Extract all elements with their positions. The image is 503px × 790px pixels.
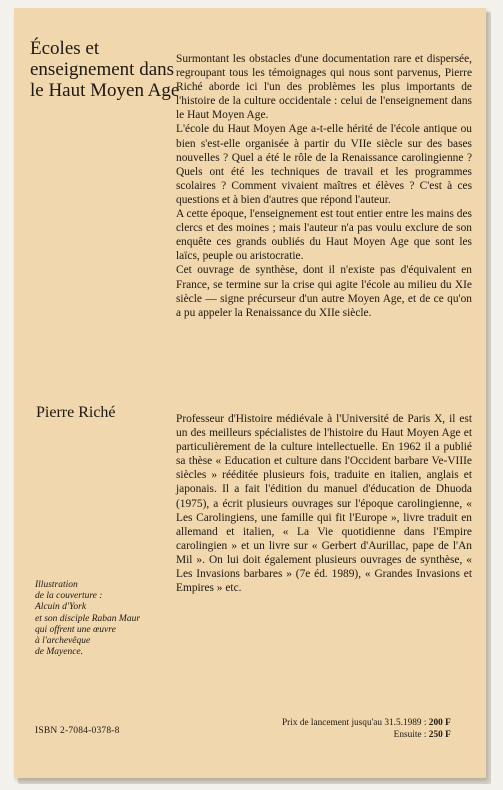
price-after — [282, 729, 451, 741]
price-after-label: Ensuite : — [393, 730, 427, 740]
bio-text: Professeur d'Histoire médiévale à l'Université de Paris X, il est un des meilleurs spécialistes de l'histoire du Haut Moyen Age et particulièrement de la culture intellectuelle. En 1962 il a publié sa thèse « Education et culture dans l'Occident barbare Ve-VIIIe siècles » rééditée plusieurs fois, traduite en italien, anglais et japonais. Il a fait l'édition du manuel d'éducation de Dhuoda (1975), a écrit plusieurs ouvrages sur l'époque carolingienne, « Les Carolingiens, une famille qui fit l'Europe », livre traduit en allemand et italien, « La Vie quotidienne dans l'Empire carolingien » et un livre sur « Gerbert d'Aurillac, pape de l'An Mil ». On lui doit également plusieurs ouvrages de synthèse, « Les Invasions barbares » (7e éd. 1989), « Grandes Invasions et Empires » etc. — [176, 413, 472, 595]
price-launch-label: Prix de lancement jusqu'au 31.5.1989 : — [282, 718, 427, 728]
price-launch — [282, 717, 451, 729]
price-block — [282, 717, 451, 741]
description-paragraph: Cet ouvrage de synthèse, dont il n'existe pas d'équivalent en France, se termine sur la crise qui agite l'école au milieu du XIe siècle — signe précurseur d'un autre Moyen Age, et de ce qu'on a pu appeler la Renaissance du XIIe siècle. — [176, 264, 472, 319]
price-launch-value: 200 F — [428, 718, 451, 728]
description-paragraph: L'école du Haut Moyen Age a-t-elle hérité de l'école antique ou bien s'est-elle organisée à partir du VIIe siècle sur des bases nouvelles ? Quel a été le rôle de la Renaissance carolingienne ? Quels ont été les techniques de travail et les programmes scolaires ? Comment vivaient maîtres et élèves ? C'est à ces questions et à bien d'autres que répond l'auteur. — [176, 123, 472, 206]
caption-line: à l'archevêque — [35, 636, 91, 647]
caption-line: et son disciple Raban Maur — [35, 613, 141, 624]
caption-line: Alcuin d'York — [35, 602, 87, 613]
caption-line: Illustration — [35, 580, 78, 590]
caption-line: de la couverture : — [35, 591, 103, 602]
illustration-caption — [35, 580, 185, 658]
book-back-cover — [14, 8, 486, 778]
isbn: ISBN 2-7084-0378-8 — [35, 726, 120, 736]
caption-line: de Mayence. — [35, 647, 83, 658]
description-paragraph: Surmontant les obstacles d'une documentation rare et dispersée, regroupant tous les témoignages qui nous sont parvenus, Pierre Riché aborde ici l'un des problèmes les plus importants de l'histoire de la culture occidentale : celui de l'enseignement dans le Haut Moyen Age. — [176, 53, 472, 122]
price-after-value: 250 F — [428, 730, 451, 740]
author-bio — [176, 412, 472, 595]
author-name: Pierre Riché — [36, 404, 116, 421]
description-paragraph: A cette époque, l'enseignement est tout entier entre les mains des clercs et des moines ; mais l'auteur n'a pas voulu exclure de son enquête ces grands oubliés du Haut Moyen Age que sont les laïcs, peuple ou aristocratie. — [176, 208, 472, 263]
description-column — [176, 52, 472, 320]
book-title: Écoles et enseignement dans le Haut Moyen Age — [30, 38, 180, 101]
caption-line: qui offrent une œuvre — [35, 624, 116, 635]
